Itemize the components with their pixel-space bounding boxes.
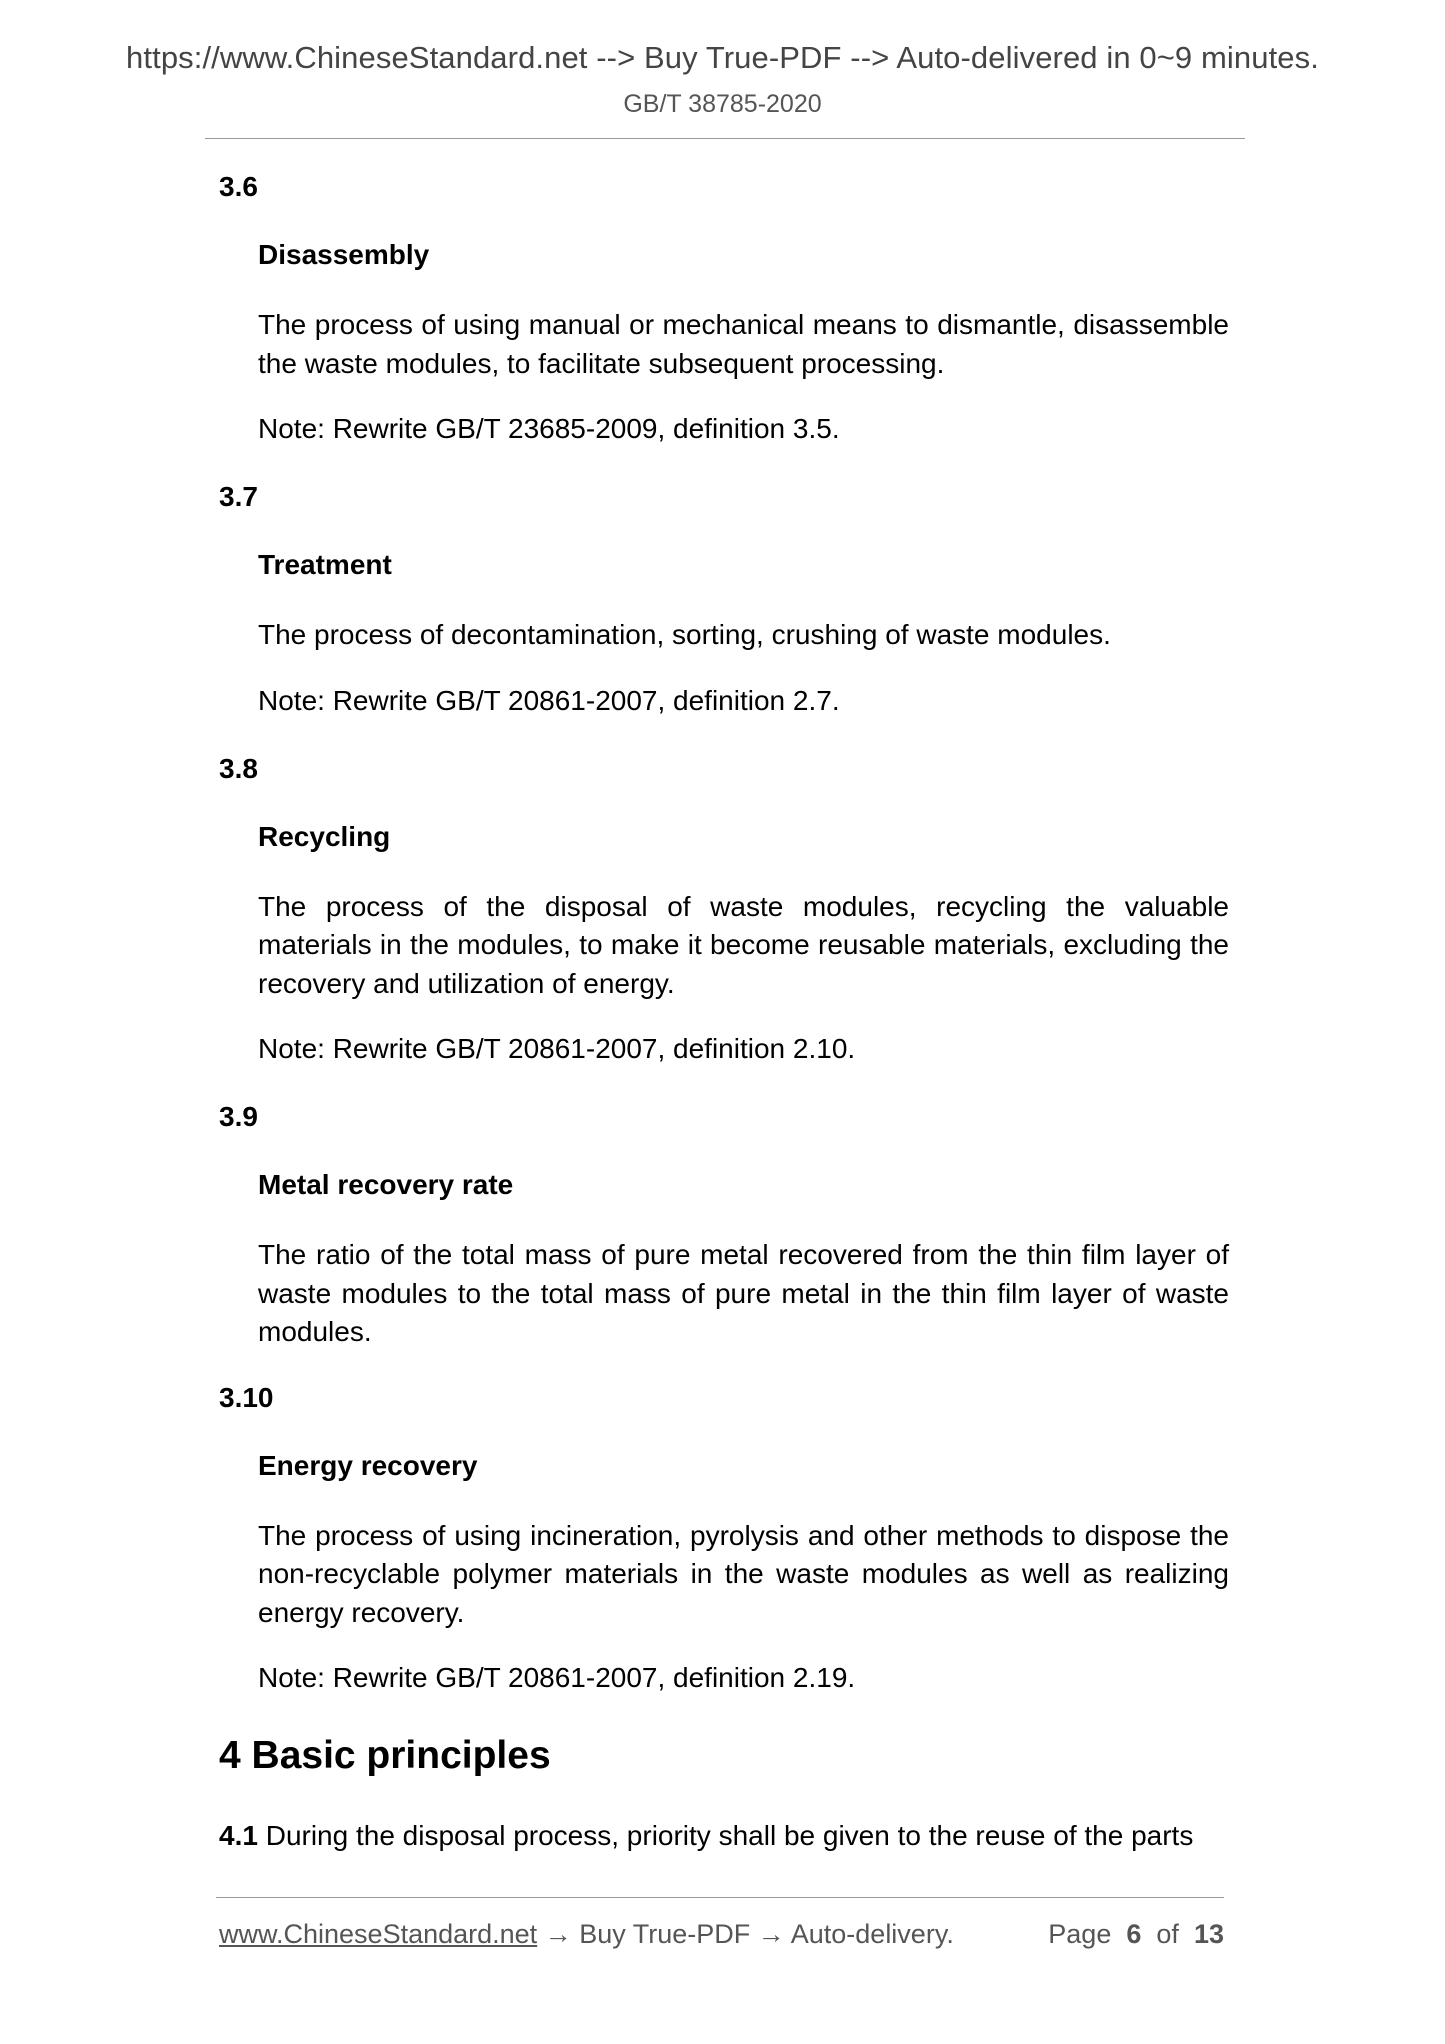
term-block-3-7	[258, 548, 1229, 718]
footer-tagline: → Buy True-PDF → Auto-delivery.	[537, 1919, 954, 1949]
section-heading-basic-principles: 4 Basic principles	[219, 1734, 551, 1777]
page-label: Page	[1048, 1919, 1112, 1949]
term-note: Note: Rewrite GB/T 23685-2009, definition 3.5.	[258, 413, 840, 444]
page-indicator	[1048, 1916, 1224, 1952]
header-divider	[205, 138, 1245, 139]
term-note: Note: Rewrite GB/T 20861-2007, definition 2.7.	[258, 684, 840, 716]
term-definition: The process of using manual or mechanical means to dismantle, disassemble the waste modules, to facilitate subsequent processing.	[258, 309, 1229, 379]
clause-4-1-text: During the disposal process, priority shall be given to the reuse of the parts	[257, 1820, 1194, 1851]
term-title-recycling: Recycling	[258, 820, 391, 852]
term-note: Note: Rewrite GB/T 20861-2007, definition 2.19.	[258, 1662, 856, 1693]
page-current: 6	[1126, 1919, 1142, 1949]
page-total: 13	[1193, 1919, 1224, 1949]
term-definition: The process of using incineration, pyrolysis and other methods to dispose the non-recyclable polymer materials in the waste modules as well as realizing energy recovery.	[258, 1519, 1229, 1628]
term-title-disassembly: Disassembly	[258, 239, 430, 270]
term-definition: The process of the disposal of waste modules, recycling the valuable materials in the modules, to make it become reusable materials, excluding the recovery and utilization of energy.	[258, 890, 1229, 999]
footer-promo	[219, 1916, 954, 1952]
term-title-energy-recovery: Energy recovery	[258, 1449, 478, 1481]
clause-number-3-10: 3.10	[219, 1381, 274, 1413]
term-definition: The process of decontamination, sorting, crushing of waste modules.	[258, 619, 1111, 650]
term-note: Note: Rewrite GB/T 20861-2007, definition 2.10.	[258, 1033, 856, 1064]
clause-number-3-9: 3.9	[219, 1101, 258, 1132]
footer-divider	[216, 1897, 1224, 1898]
term-block-3-6	[258, 238, 1229, 446]
footer-site-link[interactable]: www.ChineseStandard.net	[219, 1919, 538, 1949]
document-body	[219, 170, 1229, 1855]
term-block-3-8	[258, 820, 1229, 1067]
term-title-metal-recovery-rate: Metal recovery rate	[258, 1169, 514, 1200]
standard-code: GB/T 38785-2020	[623, 90, 822, 118]
clause-number-3-8: 3.8	[219, 752, 258, 784]
clause-number-3-6: 3.6	[219, 171, 258, 202]
clause-number-4-1: 4.1	[219, 1820, 258, 1851]
term-block-3-9	[258, 1168, 1229, 1352]
clause-number-3-7: 3.7	[219, 481, 258, 512]
page-of: of	[1156, 1919, 1179, 1949]
clause-4-1	[219, 1817, 1229, 1855]
term-title-treatment: Treatment	[258, 549, 392, 580]
term-definition: The ratio of the total mass of pure metal recovered from the thin film layer of waste modules to the total mass of pure metal in the thin film layer of waste modules.	[258, 1239, 1229, 1347]
term-block-3-10	[258, 1449, 1229, 1696]
header-banner: https://www.ChineseStandard.net --> Buy True-PDF --> Auto-delivered in 0~9 minutes.	[126, 40, 1319, 75]
